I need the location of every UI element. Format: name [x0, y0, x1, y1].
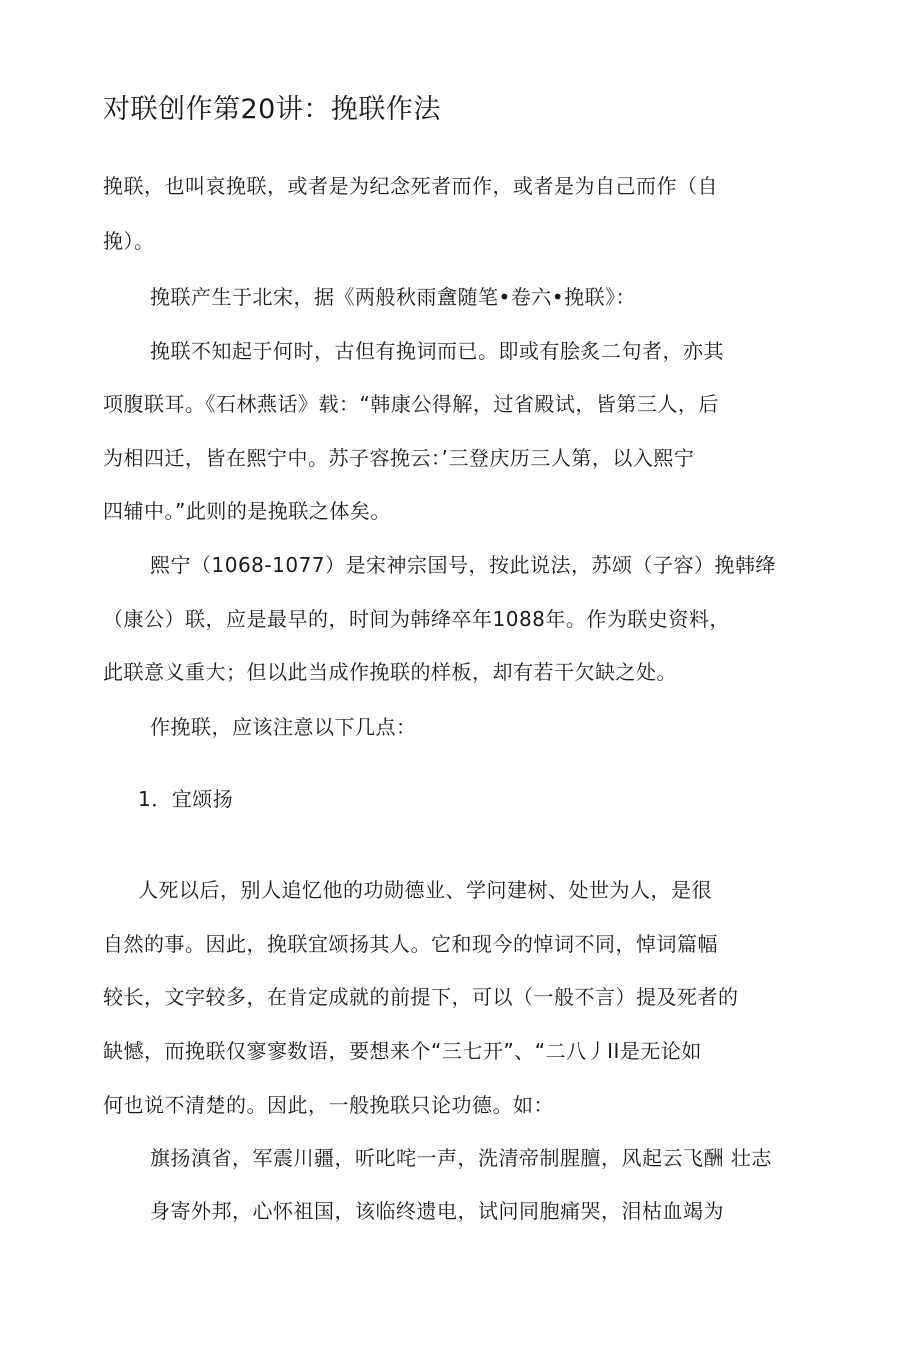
paragraph-line: 项腹联耳。《石林燕话》载：“韩康公得解，过省殿试，皆第三人，后: [103, 392, 719, 416]
paragraph-line: 挽）。: [103, 229, 155, 253]
quote-line: 旗扬滇省，军震川疆，听叱咤一声，洗清帝制腥膻，风起云飞酬 壮志: [150, 1146, 772, 1170]
paragraph-line: 挽联不知起于何时，古但有挽词而已。即或有脍炙二句者，亦其: [150, 339, 724, 363]
paragraph-line: 为相四迁，皆在熙宁中。苏子容挽云：’三登庆历三人第，以入熙宁: [103, 446, 695, 470]
paragraph-line: （康公）联，应是最早的，时间为韩绛卒年1088年。作为联史资料，: [103, 607, 730, 631]
paragraph-line: 熙宁（1068-1077）是宋神宗国号，按此说法，苏颂（子容）挽韩绛: [150, 553, 777, 577]
page-title: 对联创作第20讲：挽联作法: [103, 94, 441, 125]
paragraph-line: 较长，文字较多，在肯定成就的前提下，可以（一般不言）提及死者的: [103, 985, 739, 1009]
quote-line: 身寄外邦，心怀祖国，该临终遗电，试问同胞痛哭，泪枯血竭为: [150, 1199, 724, 1223]
paragraph-line: 挽联，也叫哀挽联，或者是为纪念死者而作，或者是为自己而作（自: [103, 174, 718, 198]
paragraph-line: 挽联产生于北宋，据《两般秋雨盦随笔•卷六•挽联》：: [150, 285, 637, 309]
paragraph-line: 何也说不清楚的。因此，一般挽联只论功德。如：: [103, 1093, 554, 1117]
paragraph-line: 作挽联，应该注意以下几点：: [150, 715, 417, 739]
paragraph-line: 此联意义重大；但以此当成作挽联的样板，却有若干欠缺之处。: [103, 660, 677, 684]
paragraph-line: 自然的事。因此，挽联宜颂扬其人。它和现今的悼词不同，悼词篇幅: [103, 932, 718, 956]
paragraph-line: 人死以后，别人追忆他的功勋德业、学问建树、处世为人，是很: [138, 878, 712, 902]
paragraph-line: 四辅中。”此则的是挽联之体矣。: [103, 499, 391, 523]
paragraph-line: 缺憾，而挽联仅寥寥数语，要想来个“三七开”、“二八丿II是无论如: [103, 1039, 702, 1063]
section-heading: 1．宜颂扬: [138, 787, 234, 811]
